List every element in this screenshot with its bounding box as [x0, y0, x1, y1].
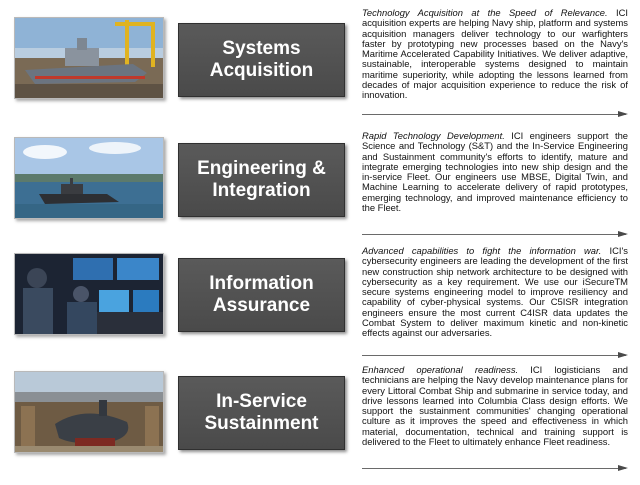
information-assurance-title[interactable] — [178, 258, 345, 332]
title-line-1: Systems — [222, 38, 301, 59]
ship-drydock-photo — [14, 17, 164, 99]
service-row-in-service-sustainment — [0, 358, 640, 476]
section-divider-arrow — [362, 468, 626, 469]
description-lead: Enhanced operational readiness. — [362, 364, 531, 375]
description-body: ICI logisticians and technicians are helping the Navy develop maintenance plans for every Littoral Combat Ship and submarine in service today, and drive lessons learned into Columbia Class design efforts. We support the sustainment communities' changing operational culture as it improves the speed and effectiveness in which material, documentation, technical and training support is delivered to the Fleet to ultimately enhance Fleet readiness. — [362, 364, 629, 448]
operators-consoles-photo — [14, 253, 164, 335]
service-row-systems-acquisition — [0, 0, 640, 118]
title-line-2: Sustainment — [204, 413, 319, 434]
in-service-sustainment-description — [362, 365, 628, 447]
description-lead: Technology Acquisition at the Speed of Relevance. — [362, 7, 617, 18]
title-line-1: Information — [209, 273, 314, 294]
description-lead: Rapid Technology Development. — [362, 130, 512, 141]
engineering-integration-description — [362, 131, 628, 213]
systems-acquisition-description — [362, 8, 628, 101]
systems-acquisition-title[interactable] — [178, 23, 345, 97]
information-assurance-description — [362, 246, 628, 339]
title-line-1: Engineering & — [197, 158, 326, 179]
description-body: ICI's cybersecurity engineers are leading the development of the first new construction ship network architecture to be designed with cybersecurity as a key requirement. We use our iSecureTM secure systems engineering model to improve resiliency and capability of cyber-physical systems. Our C5ISR integration engineers ensure the most current C4ISR data updates the Combat System to deliver maximum kinetic and non-kinetic effects against our adversaries. — [362, 245, 628, 339]
title-line-2: Integration — [212, 180, 311, 201]
description-body: ICI engineers support the Science and Technology (S&T) and the In-Service Engineering and Sustainment community's efforts to identify, mature and integrate emerging technologies into new ship design and the in-service Fleet. Our engineers use MBSE, Digital Twin, and Machine Learning to accelerate delivery of rapid prototypes, emerging technology, and improved maintenance efficiency to the Fleet. — [362, 130, 628, 214]
section-divider-arrow — [362, 234, 626, 235]
description-body: ICI acquisition experts are helping Navy ship, platform and systems acquisition managers deliver technology to our warfighters faster by prototyping new processes based on the Navy's Maritime Accelerated Capability Initiatives. We deliver adaptive, sustainable, interoperable systems designed to maintain maritime superiority, while adopting the lessons learned from decades of major acquisition experience to reduce the risk of innovation. — [362, 7, 628, 101]
description-lead: Advanced capabilities to fight the information war. — [362, 245, 610, 256]
service-row-information-assurance — [0, 240, 640, 358]
in-service-sustainment-title[interactable] — [178, 376, 345, 450]
unmanned-vessel-photo — [14, 137, 164, 219]
engineering-integration-title[interactable] — [178, 143, 345, 217]
title-line-1: In-Service — [216, 391, 307, 412]
section-divider-arrow — [362, 355, 626, 356]
section-divider-arrow — [362, 114, 626, 115]
title-line-2: Assurance — [212, 295, 311, 316]
submarine-drydock-photo — [14, 371, 164, 453]
title-line-2: Acquisition — [209, 60, 314, 81]
service-row-engineering-integration — [0, 122, 640, 240]
